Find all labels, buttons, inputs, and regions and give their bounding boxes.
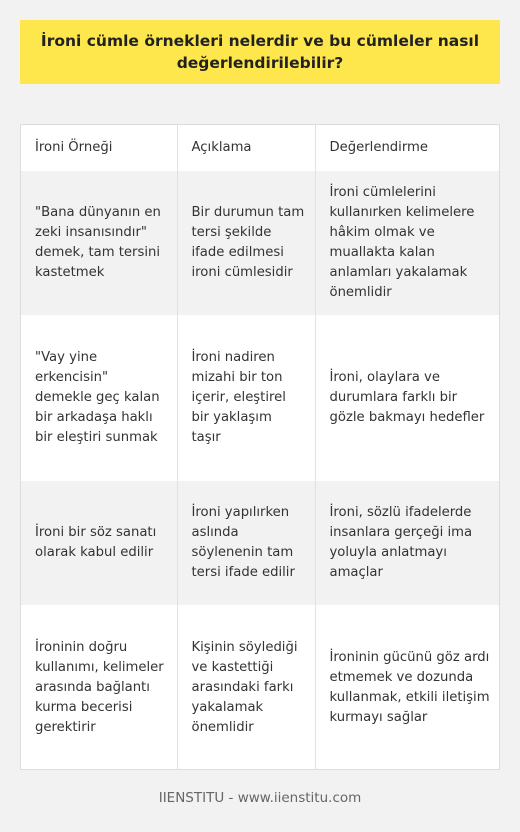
cell-irony-example: "Bana dünyanın en zeki insanısındır" demek, tam tersini kastetmek [21,171,177,315]
table-header-row [21,125,500,171]
header-evaluation: Değerlendirme [329,140,428,155]
cell-explanation: İroni nadiren mizahi bir ton içerir, eleştirel bir yaklaşım taşır [177,315,315,481]
cell-irony-example: İroninin doğru kullanımı, kelimeler arasında bağlantı kurma becerisi gerektirir [21,605,177,770]
cell-irony-example: "Vay yine erkencisin" demekle geç kalan bir arkadaşa haklı bir eleştiri sunmak [21,315,177,481]
header-explanation: Açıklama [177,125,315,171]
table-row [21,481,500,605]
cell-evaluation: İroninin gücünü göz ardı etmemek ve dozunda kullanmak, etkili iletişim kurmayı sağlar [329,650,490,725]
table-row [21,315,500,481]
comparison-table [20,124,500,770]
page-title: İroni cümle örnekleri nelerdir ve bu cümleler nasıl değerlendirilebilir? [40,32,480,72]
table-row [21,171,500,315]
title-banner [20,20,500,84]
header-irony-example: İroni Örneği [21,125,177,171]
cell-explanation: Kişinin söylediği ve kastettiği arasındaki farkı yakalamak önemlidir [177,605,315,770]
cell-explanation: Bir durumun tam tersi şekilde ifade edilmesi ironi cümlesidir [177,171,315,315]
cell-evaluation: İroni cümlelerini kullanırken kelimelere hâkim olmak ve muallakta kalan anlamları yakalamak önemlidir [329,185,475,300]
table-row [21,605,500,770]
cell-explanation: İroni yapılırken aslında söylenenin tam tersi ifade edilir [177,481,315,605]
cell-evaluation: İroni, sözlü ifadelerde insanlara gerçeği ima yoluyla anlatmayı amaçlar [329,505,473,580]
cell-irony-example: İroni bir söz sanatı olarak kabul edilir [21,481,177,605]
footer-credit: IIENSTITU - www.iienstitu.com [158,790,362,806]
cell-evaluation: İroni, olaylara ve durumlara farklı bir gözle bakmayı hedefler [329,370,485,425]
